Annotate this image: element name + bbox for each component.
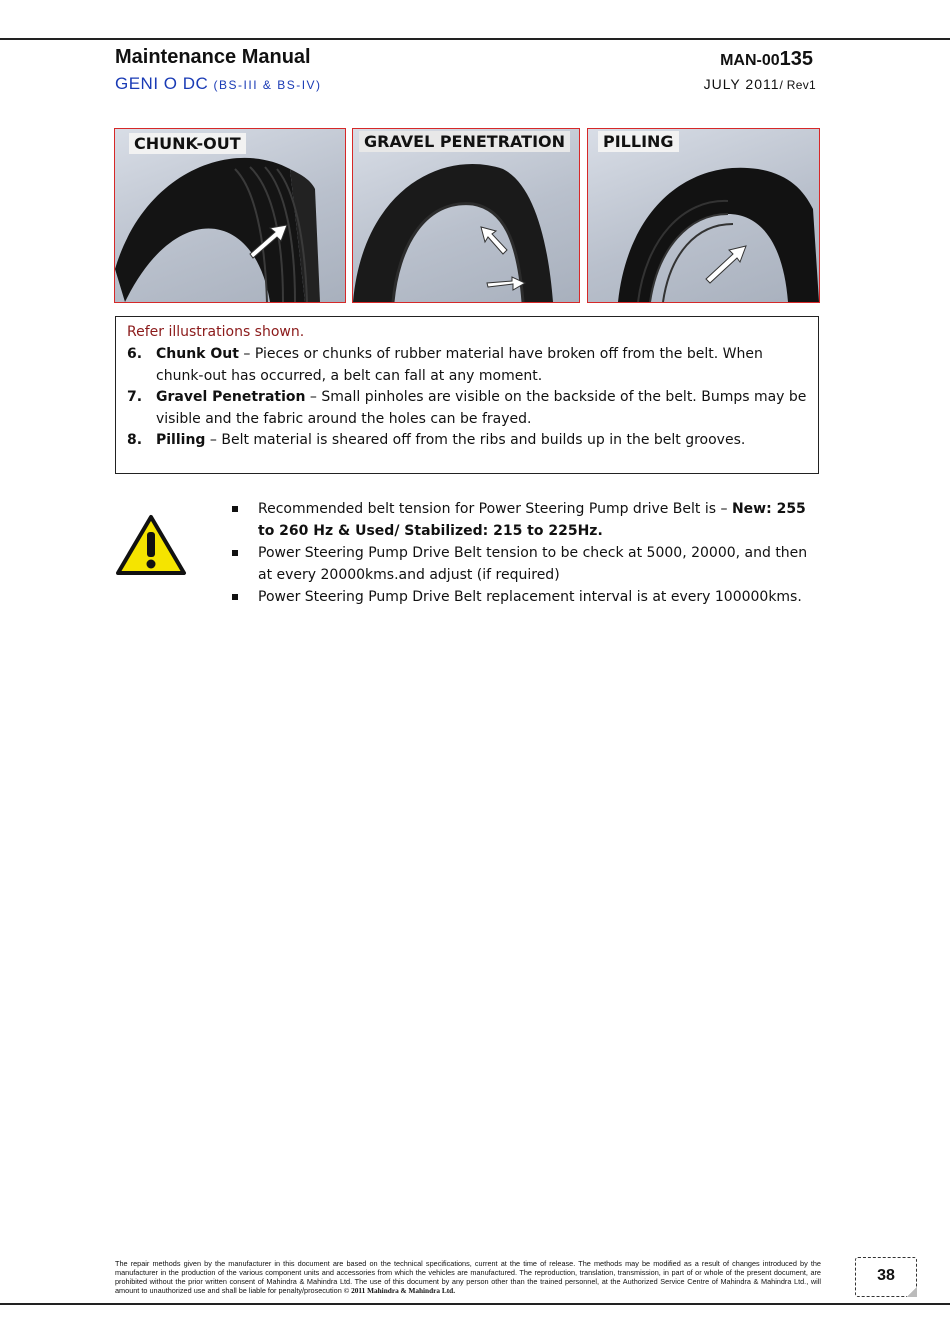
- list-item: [127, 387, 807, 430]
- gravel-penetration-photo: [352, 128, 580, 303]
- note-bold-text: New: 255 to 260 Hz & Used/ Stabilized: 215 to 225Hz.: [258, 501, 806, 539]
- page-number: 38: [855, 1257, 917, 1297]
- doc-suffix: 135: [779, 48, 813, 70]
- header-rule: [0, 38, 950, 40]
- list-item: [232, 498, 822, 542]
- belt-gravel-image: [353, 129, 579, 302]
- box-intro: Refer illustrations shown.: [127, 324, 305, 340]
- item-description: – Belt material is sheared off from the ribs and builds up in the belt grooves.: [205, 432, 746, 448]
- disclaimer-text: The repair methods given by the manufacturer in this document are based on the technical specifications, current at the time of release. The methods may be modified as a result of changes introduced by the manufacturer in the production of the various component units and accessories from which the vehicles are manufactured. The reproduction, translation, transmission, in part of or whole of the present document, are prohibited without the prior written consent of Mahindra & Mahindra Ltd. The use of this document by any person other than the trained personnel, at the Authorized Service Centre of Mahindra & Mahindra Ltd., will amount to unauthorized use and shall be liable for penalty/prosecution: [115, 1259, 821, 1295]
- belt-tension-notes: [232, 498, 822, 608]
- note-text: Power Steering Pump Drive Belt tension to be check at 5000, 20000, and then at every 20000kms.and adjust (if required): [258, 545, 808, 583]
- list-item: [127, 344, 807, 387]
- square-bullet-icon: [232, 594, 238, 600]
- item-term: Gravel Penetration: [156, 389, 306, 405]
- model-variant: (BS-III & BS-IV): [213, 78, 322, 92]
- belt-chunk-out-image: [115, 129, 345, 302]
- manual-title: Maintenance Manual: [115, 46, 311, 68]
- doc-prefix: MAN-00: [720, 52, 780, 69]
- photo-label: GRAVEL PENETRATION: [359, 131, 570, 152]
- item-description: – Small pinholes are visible on the backside of the belt. Bumps may be visible and the fabric around the holes can be frayed.: [156, 389, 807, 427]
- item-number: 7.: [127, 389, 143, 405]
- document-number: [720, 48, 813, 71]
- list-item: [232, 586, 822, 608]
- warning-triangle-icon: [115, 514, 187, 581]
- list-item: [232, 542, 822, 586]
- note-text: Recommended belt tension for Power Steering Pump drive Belt is –: [258, 501, 732, 517]
- document-date: [704, 76, 816, 92]
- chunk-out-photo: [114, 128, 346, 303]
- footer-rule: [0, 1303, 950, 1305]
- square-bullet-icon: [232, 550, 238, 556]
- footer-disclaimer: [115, 1259, 821, 1295]
- item-term: Pilling: [156, 432, 206, 448]
- model-label: GENI O DC: [115, 74, 209, 93]
- revision-label: / Rev1: [779, 78, 816, 92]
- photo-label: PILLING: [598, 131, 679, 152]
- belt-pilling-image: [588, 129, 819, 302]
- copyright-text: © 2011 Mahindra & Mahindra Ltd.: [343, 1286, 456, 1295]
- item-number: 8.: [127, 432, 143, 448]
- belt-defects-box: [115, 316, 819, 474]
- item-description: – Pieces or chunks of rubber material have broken off from the belt. When chunk-out has occurred, a belt can fall at any moment.: [156, 346, 763, 384]
- list-item: [127, 430, 807, 452]
- item-term: Chunk Out: [156, 346, 239, 362]
- item-number: 6.: [127, 346, 143, 362]
- note-text: Power Steering Pump Drive Belt replacement interval is at every 100000kms.: [258, 589, 802, 605]
- pilling-photo: [587, 128, 820, 303]
- square-bullet-icon: [232, 506, 238, 512]
- photo-label: CHUNK-OUT: [129, 133, 246, 154]
- date-label: JULY 2011: [703, 76, 780, 92]
- model-name: [115, 74, 322, 94]
